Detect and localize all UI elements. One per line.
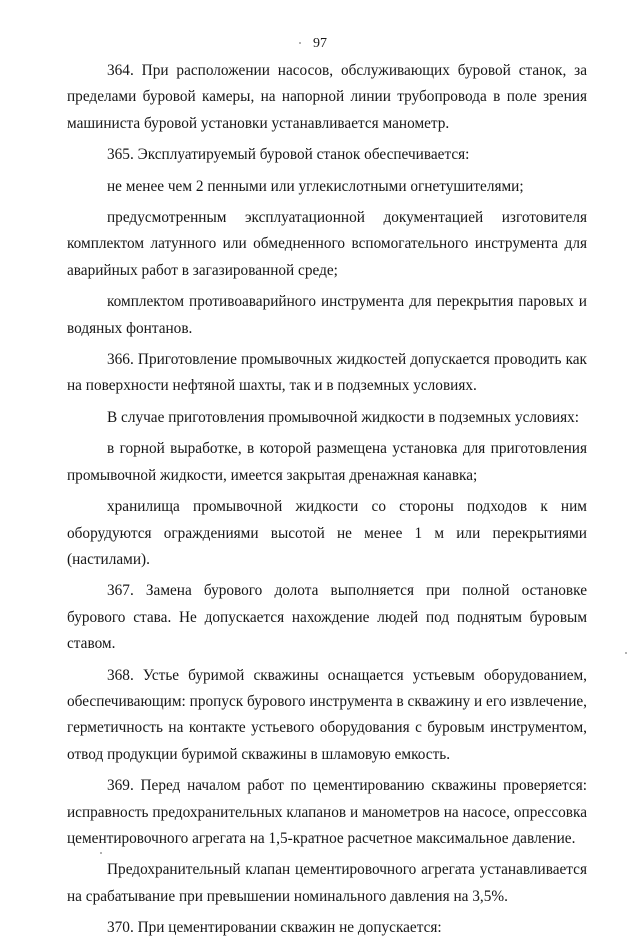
- paragraph-364: 364. При расположении насосов, обслуживающих буровой станок, за пределами буровой камеры, на напорной линии трубопровода в поле зрения машиниста буровой установки устанавливается манометр.: [67, 62, 587, 132]
- document-body: [67, 58, 587, 947]
- paragraph-365-item-3: комплектом противоаварийного инструмента для перекрытия паровых и водяных фонтанов.: [67, 293, 587, 337]
- page-number: 97: [313, 36, 327, 51]
- paragraph-370: 370. При цементировании скважин не допускается:: [107, 919, 442, 937]
- paragraph-365-item-2: предусмотренным эксплуатационной документацией изготовителя комплектом латунного или обмедненного вспомогательного инструмента для аварийных работ в загазированной среде;: [67, 209, 587, 279]
- paragraph-368: 368. Устье буримой скважины оснащается устьевым оборудованием, обеспечивающим: пропуск бурового инструмента в скважину и его извлечение, герметичность на контакте устьевого оборудования с буровым инструментом, отвод продукции буримой скважины в шламовую емкость.: [67, 666, 587, 763]
- scan-speck: [299, 42, 301, 44]
- paragraph-369-note: Предохранительный клапан цементировочного агрегата устанавливается на срабатывание при превышении номинального давления на 3,5%.: [67, 861, 587, 905]
- paragraph-365: 365. Эксплуатируемый буровой станок обеспечивается:: [107, 146, 470, 164]
- paragraph-367: 367. Замена бурового долота выполняется при полной остановке бурового става. Не допускается нахождение людей под поднятым буровым ставом.: [67, 582, 587, 653]
- paragraph-366: 366. Приготовление промывочных жидкостей допускается проводить как на поверхности нефтяной шахты, так и в подземных условиях.: [67, 351, 587, 395]
- paragraph-366-item-2: хранилища промывочной жидкости со стороны подходов к ним оборудуются ограждениями высотой не менее 1 м или перекрытиями (настилами).: [67, 498, 587, 568]
- paragraph-366-intro: В случае приготовления промывочной жидкости в подземных условиях:: [107, 408, 580, 426]
- paragraph-365-item-1: не менее чем 2 пенными или углекислотными огнетушителями;: [107, 177, 524, 195]
- paragraph-366-item-1: в горной выработке, в которой размещена установка для приготовления промывочной жидкости, имеется закрытая дренажная канавка;: [67, 440, 587, 484]
- scan-speck: [625, 652, 627, 654]
- scan-speck: [100, 852, 102, 854]
- paragraph-369: 369. Перед началом работ по цементированию скважины проверяется: исправность предохранительных клапанов и манометров на насосе, опрессовка цементировочного агрегата на 1,5-кратное расчетное максимальное давление.: [67, 777, 587, 847]
